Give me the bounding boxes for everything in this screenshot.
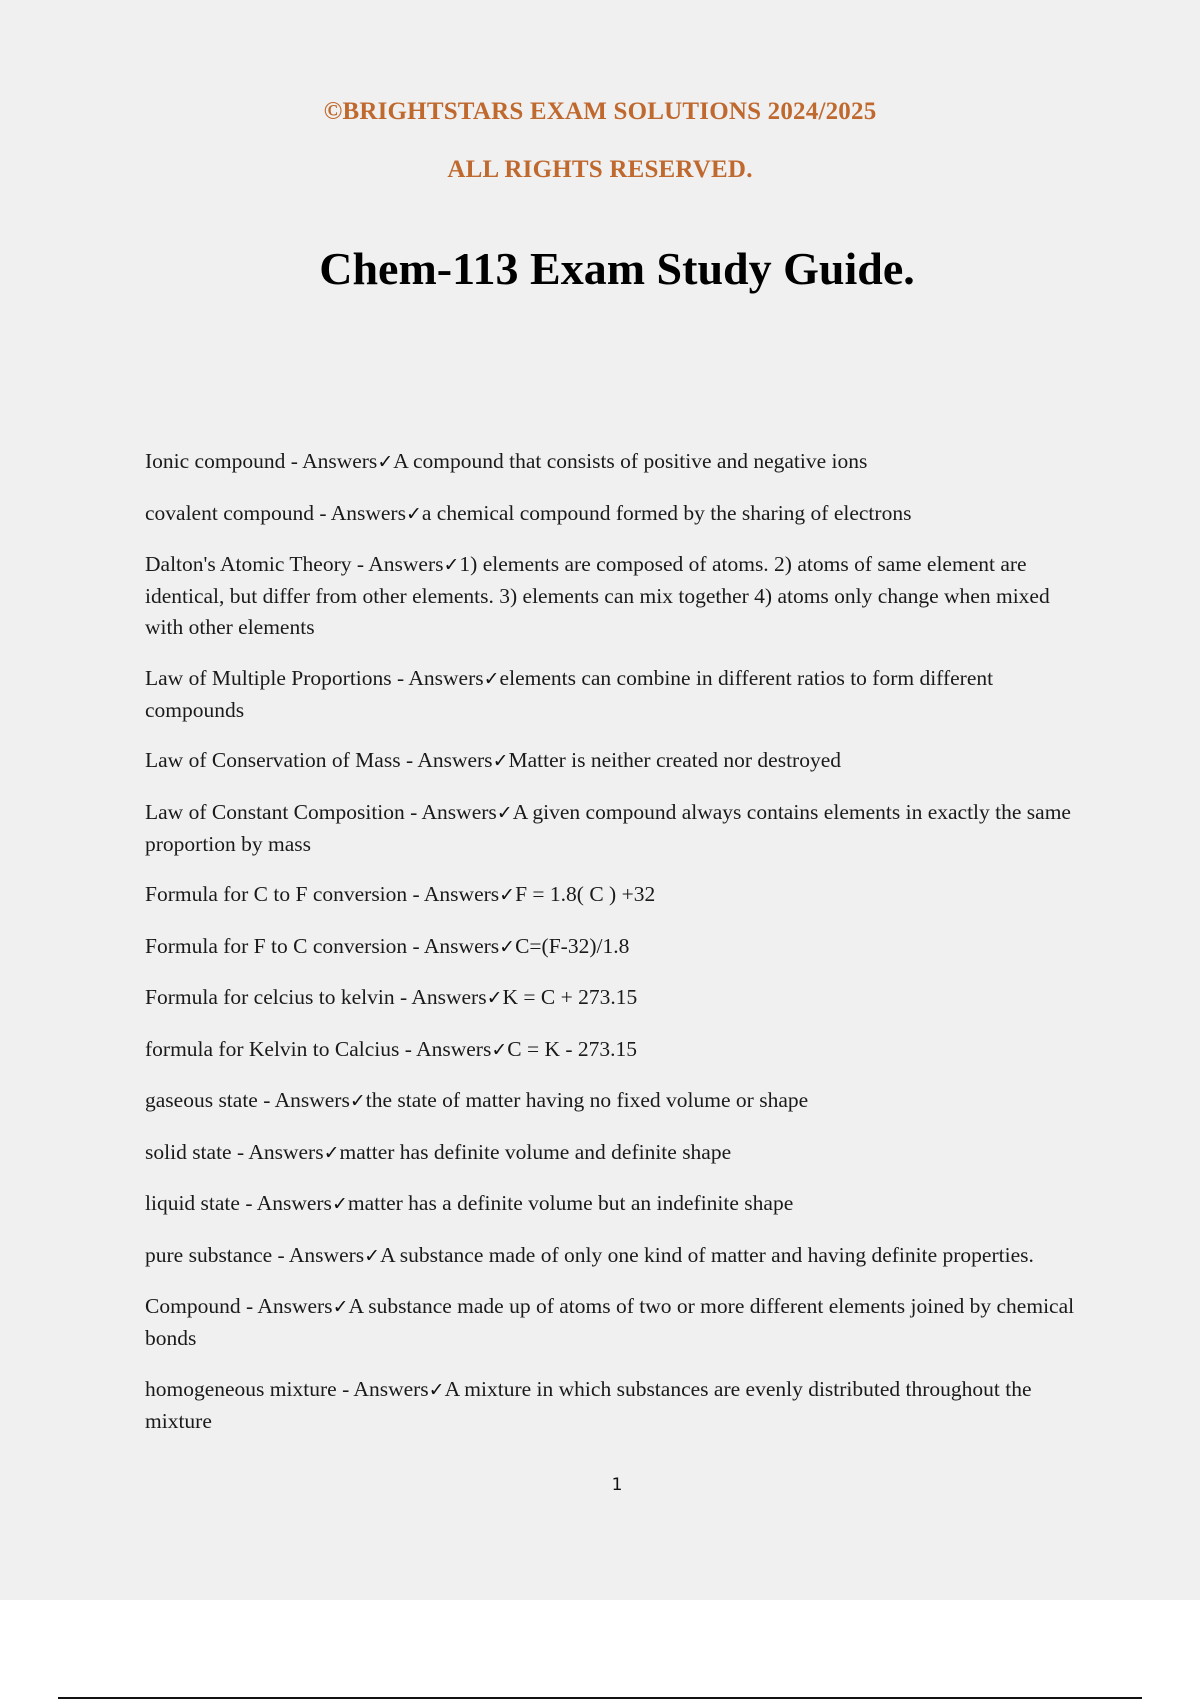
study-entry <box>145 797 1090 860</box>
study-entry <box>145 498 1090 530</box>
answers-label: Answers <box>248 1139 324 1164</box>
checkmark-icon: ✓ <box>491 1038 508 1061</box>
checkmark-icon: ✓ <box>331 1193 348 1215</box>
entry-answer: Matter is neither created nor destroyed <box>508 748 841 772</box>
entry-answer: C=(F-32)/1.8 <box>515 933 630 958</box>
entry-separator: - <box>404 799 422 824</box>
checkmark-icon: ✓ <box>499 884 516 906</box>
answers-label: Answers <box>368 552 444 576</box>
entry-separator: - <box>285 449 303 473</box>
study-entry <box>145 663 1090 726</box>
entry-answer: matter has a definite volume but an indefinite shape <box>347 1191 794 1215</box>
answers-label: Answers <box>353 1376 429 1401</box>
answers-label: Answers <box>274 1088 350 1112</box>
entry-separator: - <box>394 985 412 1009</box>
entry-term: Ionic compound <box>145 449 286 473</box>
study-entry <box>145 1374 1090 1437</box>
study-entry <box>145 1240 1090 1272</box>
answers-label: Answers <box>423 933 500 958</box>
entry-separator: - <box>391 665 409 690</box>
entry-separator: - <box>313 500 331 525</box>
entry-separator: - <box>351 552 369 576</box>
entry-answer: 1) elements are composed of atoms. 2) atoms of same element are identical, but differ from other elements. 3) elements can mix together 4) atoms only change when mixed with other elements <box>145 552 1050 639</box>
rights-reserved-header: ALL RIGHTS RESERVED. <box>447 156 753 183</box>
answers-label: Answers <box>256 1191 332 1215</box>
checkmark-icon: ✓ <box>349 1090 366 1112</box>
checkmark-icon: ✓ <box>499 935 516 958</box>
entry-answer: matter has definite volume and definite shape <box>339 1139 732 1164</box>
entry-answer: elements can combine in different ratios to form different compounds <box>145 665 994 722</box>
entry-term: formula for Kelvin to Calcius <box>145 1036 400 1061</box>
entry-answer: A substance made of only one kind of matter and having definite properties. <box>380 1242 1034 1267</box>
checkmark-icon: ✓ <box>332 1296 349 1318</box>
entry-separator: - <box>400 748 418 772</box>
checkmark-icon: ✓ <box>483 667 500 690</box>
entry-separator: - <box>336 1376 354 1401</box>
checkmark-icon: ✓ <box>443 554 460 576</box>
study-entry <box>145 446 1090 478</box>
study-entry <box>145 982 1090 1014</box>
entry-term: Law of Constant Composition <box>145 799 405 824</box>
entry-answer: a chemical compound formed by the sharing of electrons <box>421 500 912 525</box>
entry-term: homogeneous mixture <box>145 1376 337 1401</box>
checkmark-icon: ✓ <box>405 502 422 525</box>
checkmark-icon: ✓ <box>364 1244 381 1267</box>
entry-separator: - <box>407 882 424 906</box>
entry-term: Formula for celcius to kelvin <box>145 985 395 1009</box>
entry-answer: F = 1.8( C ) +32 <box>515 882 656 906</box>
entry-answer: A given compound always contains elements in exactly the same proportion by mass <box>145 799 1071 856</box>
entry-answer: A mixture in which substances are evenly distributed throughout the mixture <box>145 1376 1032 1433</box>
page-number: 1 <box>611 1475 623 1495</box>
copyright-header: ©BRIGHTSTARS EXAM SOLUTIONS 2024/2025 <box>323 98 877 125</box>
answers-label: Answers <box>421 799 497 824</box>
checkmark-icon: ✓ <box>486 987 503 1009</box>
entry-separator: - <box>407 933 424 958</box>
study-entry <box>145 549 1090 643</box>
study-entry <box>145 1137 1090 1169</box>
answers-label: Answers <box>408 665 484 690</box>
entry-answer: the state of matter having no fixed volume or shape <box>365 1088 809 1112</box>
entry-separator: - <box>257 1088 275 1112</box>
entry-answer: A substance made up of atoms of two or more different elements joined by chemical bonds <box>145 1294 1075 1350</box>
entry-answer: C = K - 273.15 <box>507 1036 638 1061</box>
footer-divider <box>58 1697 1142 1699</box>
entry-answer: K = C + 273.15 <box>502 985 638 1009</box>
entry-term: Dalton's Atomic Theory <box>145 552 352 576</box>
checkmark-icon: ✓ <box>377 451 394 473</box>
entry-term: covalent compound <box>145 500 314 525</box>
checkmark-icon: ✓ <box>492 750 509 772</box>
page-title: Chem-113 Exam Study Guide. <box>319 243 915 294</box>
study-entry <box>145 931 1090 963</box>
answers-label: Answers <box>423 882 500 906</box>
entry-term: pure substance <box>145 1242 273 1267</box>
entry-term: Law of Conservation of Mass <box>145 748 401 772</box>
checkmark-icon: ✓ <box>428 1378 445 1401</box>
answers-label: Answers <box>288 1242 365 1267</box>
entry-answer: A compound that consists of positive and negative ions <box>393 449 868 473</box>
checkmark-icon: ✓ <box>496 801 513 824</box>
entry-term: gaseous state <box>145 1088 258 1112</box>
answers-label: Answers <box>257 1294 333 1318</box>
answers-label: Answers <box>302 449 378 473</box>
entry-term: Formula for F to C conversion <box>145 933 408 958</box>
entry-term: Law of Multiple Proportions <box>145 665 392 690</box>
entry-separator: - <box>231 1139 249 1164</box>
study-entries-list <box>145 446 1090 1456</box>
checkmark-icon: ✓ <box>323 1141 340 1164</box>
answers-label: Answers <box>411 985 487 1009</box>
entry-separator: - <box>239 1191 257 1215</box>
study-entry <box>145 745 1090 777</box>
study-entry <box>145 1085 1090 1117</box>
study-entry <box>145 1188 1090 1220</box>
entry-term: Formula for C to F conversion <box>145 882 408 906</box>
answers-label: Answers <box>417 748 493 772</box>
entry-term: Compound <box>145 1294 241 1318</box>
study-entry <box>145 1034 1090 1066</box>
entry-separator: - <box>399 1036 417 1061</box>
entry-term: liquid state <box>145 1191 240 1215</box>
answers-label: Answers <box>416 1036 492 1061</box>
entry-separator: - <box>240 1294 258 1318</box>
answers-label: Answers <box>330 500 406 525</box>
study-entry <box>145 879 1090 911</box>
study-entry <box>145 1291 1090 1354</box>
entry-term: solid state <box>145 1139 232 1164</box>
entry-separator: - <box>272 1242 289 1267</box>
